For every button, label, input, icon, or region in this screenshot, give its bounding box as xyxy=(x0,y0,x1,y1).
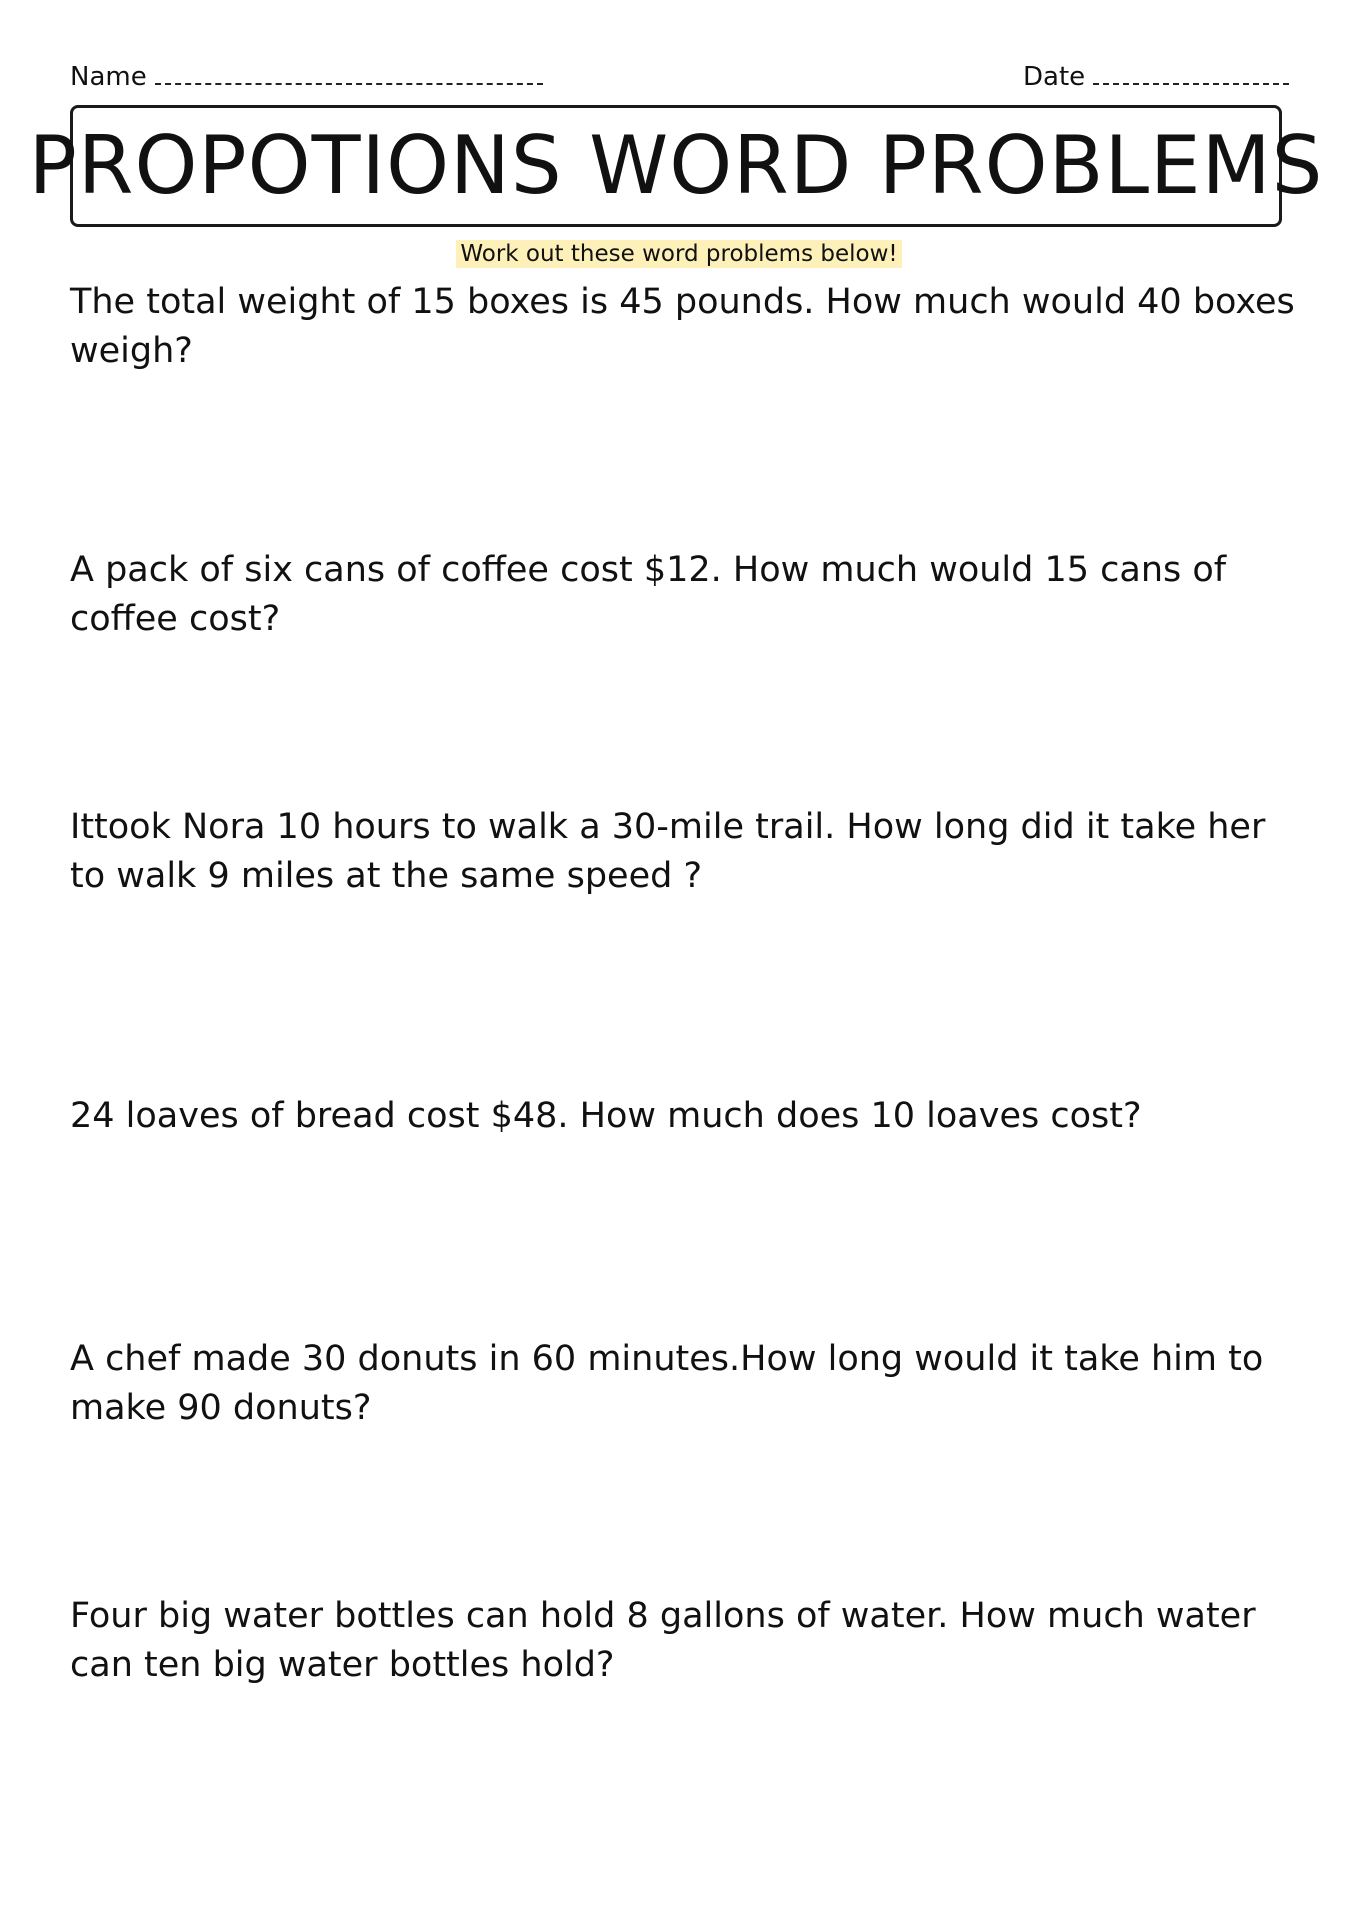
problem-6: Four big water bottles can hold 8 gallons of water. How much water can ten big water bottles hold? xyxy=(70,1596,1256,1685)
subtitle-container xyxy=(0,240,1358,268)
problem-3: Ittook Nora 10 hours to walk a 30-mile trail. How long did it take her to walk 9 miles at the same speed ? xyxy=(70,807,1266,896)
problem-2: A pack of six cans of coffee cost $12. How much would 15 cans of coffee cost? xyxy=(70,550,1227,639)
name-label: Name xyxy=(70,62,147,92)
title-box xyxy=(28,105,1324,227)
problem-4: 24 loaves of bread cost $48. How much does 10 loaves cost? xyxy=(70,1096,1142,1136)
date-field[interactable] xyxy=(1023,62,1289,92)
problem-5: A chef made 30 donuts in 60 minutes.How long would it take him to make 90 donuts? xyxy=(70,1339,1264,1428)
name-blank-line[interactable] xyxy=(155,63,543,85)
instructions-subtitle: Work out these word problems below! xyxy=(456,240,901,268)
date-label: Date xyxy=(1023,62,1086,92)
page-title: PROPOTIONS WORD PROBLEMS xyxy=(28,119,1324,212)
date-blank-line[interactable] xyxy=(1093,63,1289,85)
problem-1: The total weight of 15 boxes is 45 pounds. How much would 40 boxes weigh? xyxy=(70,282,1295,371)
name-field[interactable] xyxy=(70,62,543,92)
